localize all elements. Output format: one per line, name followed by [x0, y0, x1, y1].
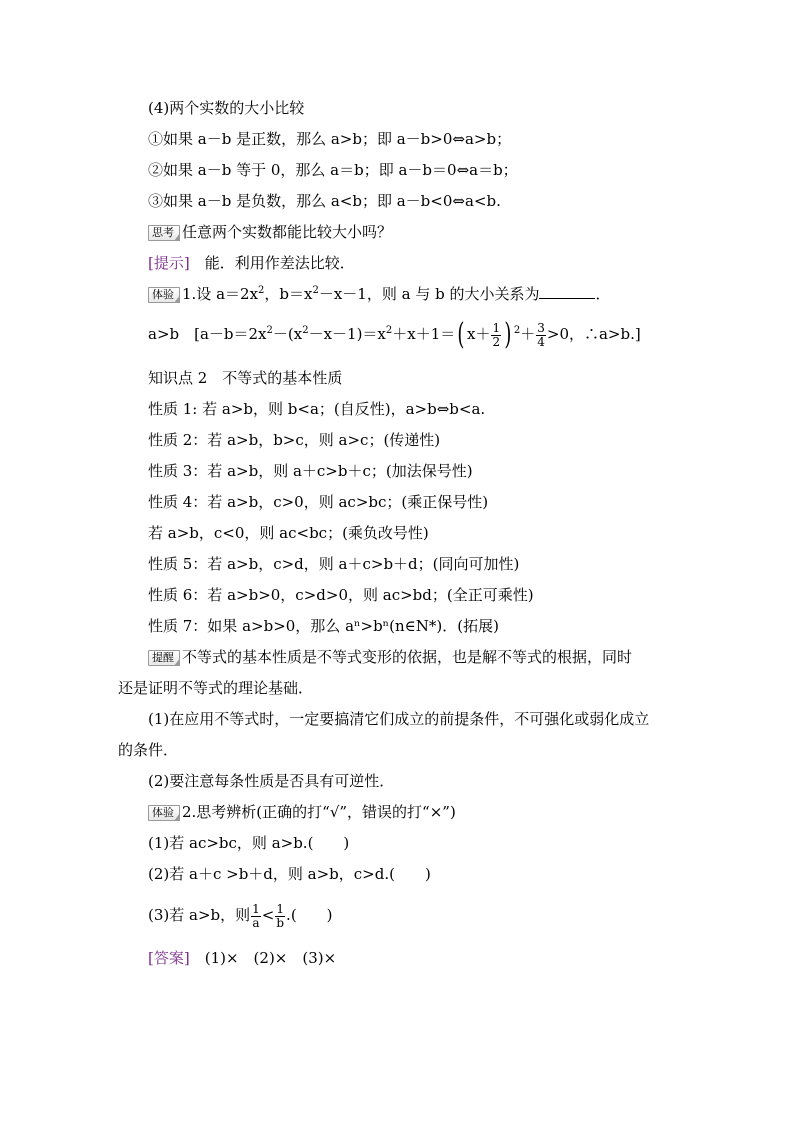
answer-row [148, 947, 336, 969]
property-4-negative: 若 a>b，c<0，则 ac<bc；(乘负改号性) [148, 524, 429, 542]
answer-label: [答案] [148, 949, 190, 967]
ans1-sup-2: 2 [302, 325, 309, 336]
hint-row [148, 252, 355, 274]
right-paren: ) [504, 317, 512, 352]
exp1-text-a: 1.设 a＝2x [182, 285, 259, 303]
remind-tag: 提醒 [148, 650, 180, 666]
remind-line-2: 还是证明不等式的理论基础． [118, 679, 314, 697]
ans1-sup-4: 2 [513, 325, 521, 336]
ans1-text-a: a>b [a－b＝2x [148, 325, 267, 343]
fraction-one-over-a [251, 903, 261, 930]
fraction-half [491, 322, 501, 349]
experience-2-title: 2.思考辨析(正确的打“√”，错误的打“×”) [182, 803, 456, 821]
ans1-sup-1: 2 [266, 325, 273, 336]
hint-text: 能．利用作差法比较． [204, 254, 355, 272]
property-6: 性质 6：若 a>b>0，c>d>0，则 ac>bd；(全正可乘性) [148, 586, 534, 604]
answer-text: (1)× (2)× (3)× [204, 949, 337, 967]
fraction-3-4-den: 4 [537, 334, 545, 349]
exp1-text-d: ． [595, 285, 611, 303]
fraction-half-den: 2 [492, 334, 501, 349]
exp1-text-c: －x－1，则 a 与 b 的大小关系为 [318, 285, 540, 303]
ans1-text-c: －x－1)＝x [308, 325, 386, 343]
knowledge-point-title: 知识点 2 不等式的基本性质 [148, 369, 343, 387]
judgement-2: (2)若 a＋c >b＋d，则 a>b，c>d.( ) [148, 865, 431, 883]
property-5: 性质 5：若 a>b，c>d，则 a＋c>b＋d；(同向可加性) [148, 555, 520, 573]
exp1-text-b: ，b＝x [264, 285, 313, 303]
remind-point-2: (2)要注意每条性质是否具有可逆性． [148, 772, 395, 790]
frac-b-den: b [276, 915, 285, 930]
ans1-text-d: ＋x＋1＝ [392, 325, 456, 343]
left-paren: ( [457, 317, 465, 352]
answer-blank [539, 284, 595, 299]
experience-1-row [148, 283, 610, 305]
fraction-one-over-b [275, 903, 285, 930]
think-tag: 思考 [148, 225, 180, 241]
frac-b-num: 1 [276, 901, 285, 916]
property-7: 性质 7：如果 a>b>0，那么 aⁿ>bⁿ(n∈N*)．(拓展) [148, 617, 499, 635]
think-row [148, 221, 392, 243]
judgement-3 [148, 897, 333, 933]
comparison-item-negative: ③如果 a－b 是负数，那么 a<b；即 a－b<0⇔a<b. [148, 192, 501, 210]
property-3: 性质 3：若 a>b，则 a＋c>b＋c；(加法保号性) [148, 462, 473, 480]
experience-2-row [148, 801, 456, 823]
ans1-tail: >0，∴a>b.] [546, 325, 641, 343]
property-2: 性质 2：若 a>b，b>c，则 a>c；(传递性) [148, 431, 441, 449]
comparison-item-zero: ②如果 a－b 等于 0，那么 a＝b；即 a－b＝0⇔a＝b； [148, 161, 518, 179]
remind-point-1-cont: 的条件． [118, 741, 179, 759]
remind-line-1: 不等式的基本性质是不等式变形的依据，也是解不等式的根据，同时 [182, 648, 633, 666]
property-4: 性质 4：若 a>b，c>0，则 ac>bc；(乘正保号性) [148, 493, 489, 511]
experience-tag: 体验 [148, 287, 180, 303]
frac-a-den: a [252, 915, 260, 930]
exp1-sup-1: 2 [258, 285, 265, 296]
judgement-3-lt: < [261, 906, 275, 924]
remind-point-1: (1)在应用不等式时，一定要搞清它们成立的前提条件，不可强化或弱化成立 [148, 710, 650, 728]
section-title: (4)两个实数的大小比较 [148, 99, 305, 117]
frac-a-num: 1 [252, 901, 260, 916]
exp1-sup-2: 2 [312, 285, 319, 296]
property-1: 性质 1: 若 a>b，则 b<a；(自反性)，a>b⇔b<a. [148, 400, 486, 418]
hint-label: [提示] [148, 254, 190, 272]
ans1-plus: ＋ [520, 325, 536, 343]
experience-tag-2: 体验 [148, 805, 180, 821]
ans1-inner: x＋ [467, 325, 491, 343]
think-question: 任意两个实数都能比较大小吗？ [182, 223, 393, 241]
experience-1-answer [148, 316, 641, 352]
fraction-half-num: 1 [492, 320, 501, 335]
ans1-text-b: －(x [272, 325, 303, 343]
remind-row [148, 646, 632, 668]
ans1-sup-3: 2 [385, 325, 393, 336]
judgement-3-pre: (3)若 a>b，则 [148, 906, 251, 924]
judgement-3-post: .( ) [286, 906, 333, 924]
judgement-1: (1)若 ac>bc，则 a>b.( ) [148, 834, 350, 852]
comparison-item-positive: ①如果 a－b 是正数，那么 a>b；即 a－b>0⇔a>b； [148, 130, 512, 148]
fraction-three-quarters [536, 322, 546, 349]
fraction-3-4-num: 3 [537, 320, 545, 335]
